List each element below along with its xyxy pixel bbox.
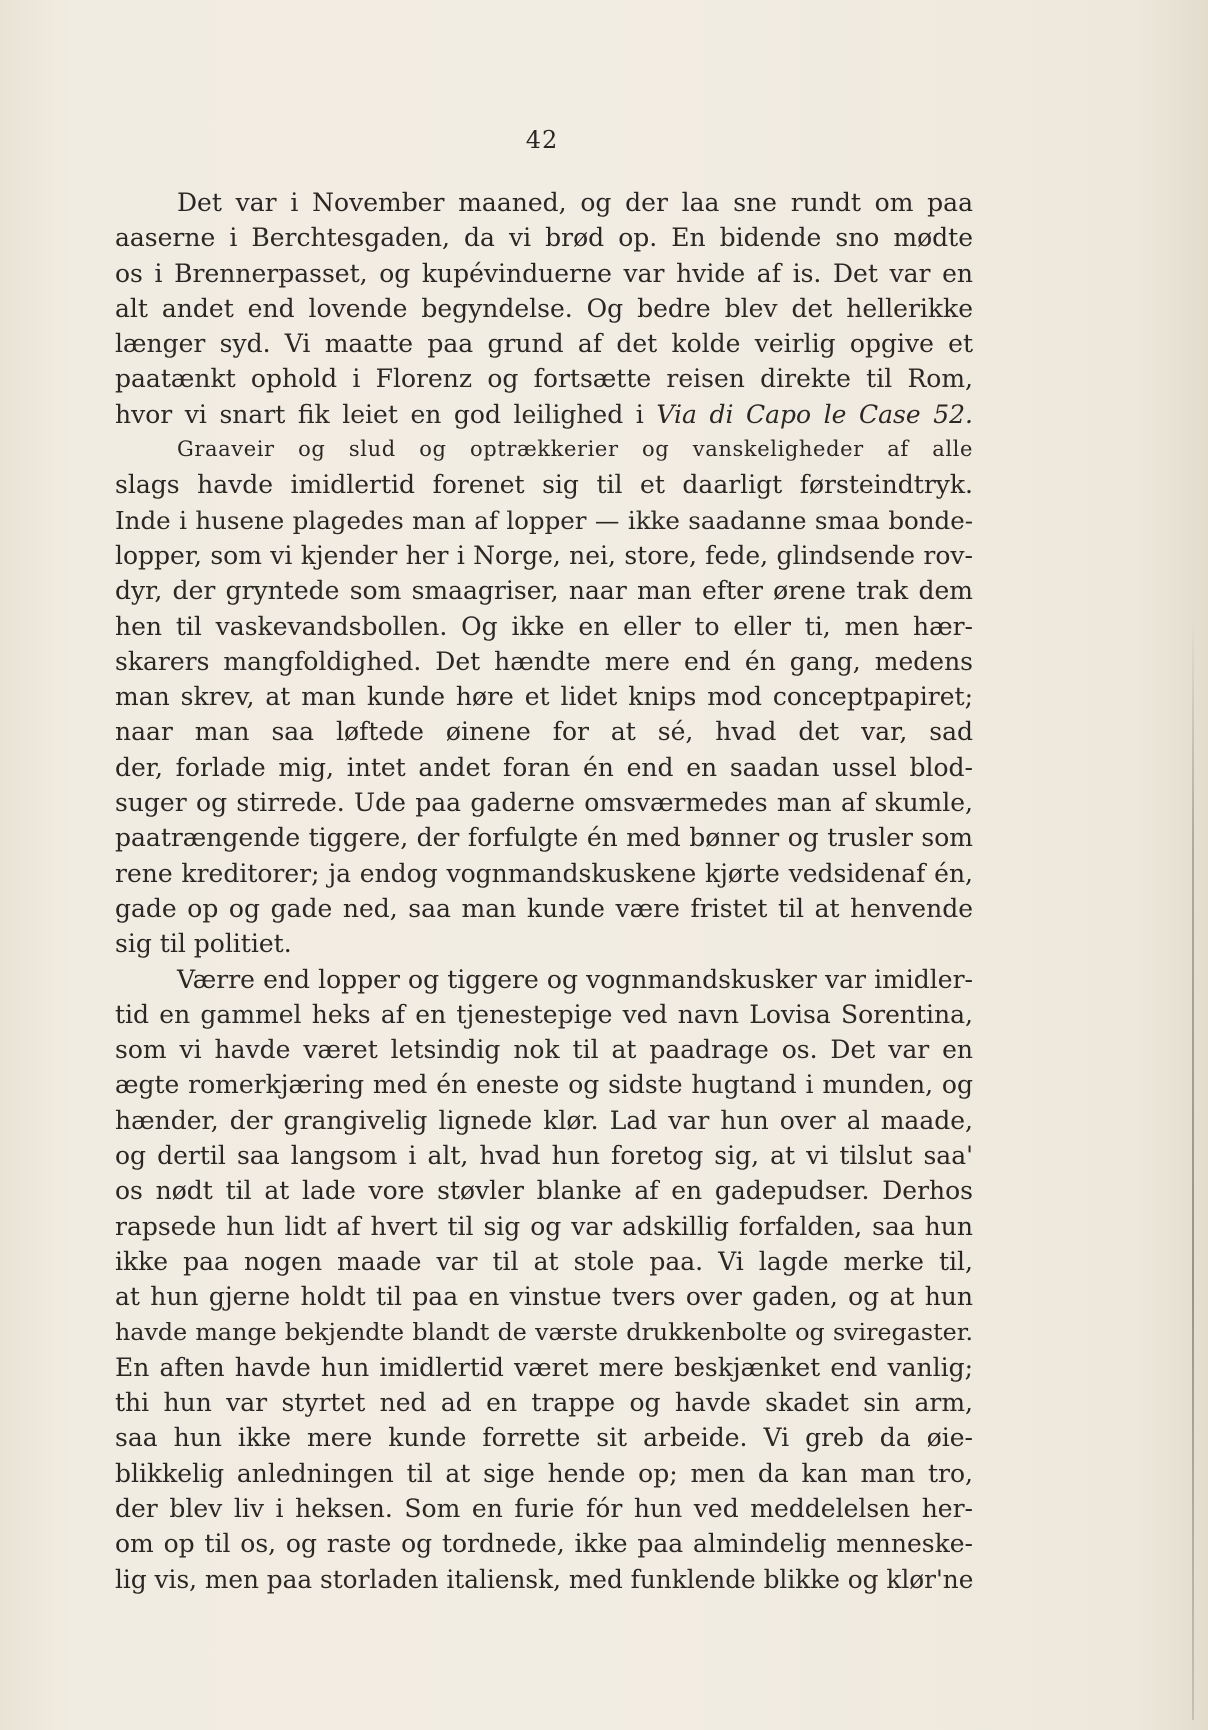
- text-line: rapsede hun lidt af hvert til sig og var adskillig forfalden, saa hun: [115, 1211, 973, 1241]
- text-line: os i Brennerpasset, og kupévinduerne var hvide af is. Det var en: [115, 258, 973, 288]
- text-line: dyr, der gryntede som smaagriser, naar man efter ørene trak dem: [115, 576, 973, 606]
- text-line: der, forlade mig, intet andet foran én end en saadan ussel blod-: [115, 752, 973, 782]
- text-line: thi hun var styrtet ned ad en trappe og havde skadet sin arm,: [115, 1388, 973, 1418]
- text-line: sig til politiet.: [115, 929, 292, 959]
- text-line: gade op og gade ned, saa man kunde være fristet til at henvende: [115, 893, 973, 923]
- text-line: om op til os, og raste og tordnede, ikke paa almindelig menneske-: [115, 1529, 973, 1559]
- text-line: længer syd. Vi maatte paa grund af det kolde veirlig opgive et: [115, 329, 973, 359]
- text-line: paatrængende tiggere, der forfulgte én med bønner og trusler som: [115, 823, 973, 853]
- text-segment: hvor vi snart fik leiet en god leilighed i: [115, 399, 657, 429]
- text-line: som vi havde været letsindig nok til at paadrage os. Det var en: [115, 1035, 973, 1065]
- page-number: 42: [525, 126, 559, 154]
- text-line: saa hun ikke mere kunde forrette sit arbeide. Vi greb da øie-: [115, 1423, 973, 1453]
- text-line: slags havde imidlertid forenet sig til et daarligt førsteindtryk.: [115, 470, 973, 500]
- text-line: tid en gammel heks af en tjenestepige ved navn Lovisa Sorentina,: [115, 999, 973, 1029]
- text-line: [115, 397, 973, 432]
- italic-address: Via di Capo le Case 52.: [656, 399, 973, 429]
- text-line: hænder, der grangivelig lignede klør. Lad var hun over al maade,: [115, 1105, 973, 1135]
- text-line: skarers mangfoldighed. Det hændte mere end én gang, medens: [115, 646, 973, 676]
- text-line: En aften havde hun imidlertid været mere beskjænket end vanlig;: [115, 1352, 973, 1382]
- text-line: alt andet end lovende begyndelse. Og bedre blev det hellerikke: [115, 293, 973, 323]
- text-line: ikke paa nogen maade var til at stole paa. Vi lagde merke til,: [115, 1246, 973, 1276]
- text-line: og dertil saa langsom i alt, hvad hun foretog sig, at vi tilslut saa': [115, 1141, 973, 1171]
- text-line: lig vis, men paa storladen italiensk, med funklende blikke og klør'ne: [115, 1564, 974, 1594]
- text-line: Inde i husene plagedes man af lopper — ikke saadanne smaa bonde-: [115, 505, 973, 535]
- text-line: blikkelig anledningen til at sige hende op; men da kan man tro,: [115, 1458, 973, 1488]
- text-line: aaserne i Berchtesgaden, da vi brød op. En bidende sno mødte: [115, 223, 973, 253]
- body-text: [115, 185, 973, 1597]
- text-line: os nødt til at lade vore støvler blanke af en gadepudser. Derhos: [115, 1176, 973, 1206]
- text-line: lopper, som vi kjender her i Norge, nei, store, fede, glindsende rov-: [115, 540, 973, 570]
- text-line: havde mange bekjendte blandt de værste drukkenbolte og sviregaster.: [115, 1317, 973, 1346]
- text-line: paatænkt ophold i Florenz og fortsætte reisen direkte til Rom,: [115, 364, 973, 394]
- text-line: Værre end lopper og tiggere og vognmandskusker var imidler-: [177, 964, 973, 994]
- text-line: naar man saa løftede øinene for at sé, hvad det var, sad: [115, 717, 973, 747]
- text-line: ægte romerkjæring med én eneste og sidste hugtand i munden, og: [115, 1070, 973, 1100]
- text-line: at hun gjerne holdt til paa en vinstue tvers over gaden, og at hun: [115, 1282, 973, 1312]
- text-line: Det var i November maaned, og der laa sne rundt om paa: [177, 188, 973, 217]
- text-line: man skrev, at man kunde høre et lidet knips mod conceptpapiret;: [115, 682, 973, 712]
- text-line: der blev liv i heksen. Som en furie fór hun ved meddelelsen her-: [115, 1493, 973, 1523]
- text-line: rene kreditorer; ja endog vognmandskuskene kjørte vedsidenaf én,: [115, 858, 973, 888]
- text-line: hen til vaskevandsbollen. Og ikke en eller to eller ti, men hær-: [115, 611, 973, 641]
- text-line: suger og stirrede. Ude paa gaderne omsværmedes man af skumle,: [115, 788, 973, 818]
- text-line: Graaveir og slud og optrækkerier og vanskeligheder af alle: [177, 437, 973, 462]
- page-edge-shadow: [1192, 620, 1194, 1720]
